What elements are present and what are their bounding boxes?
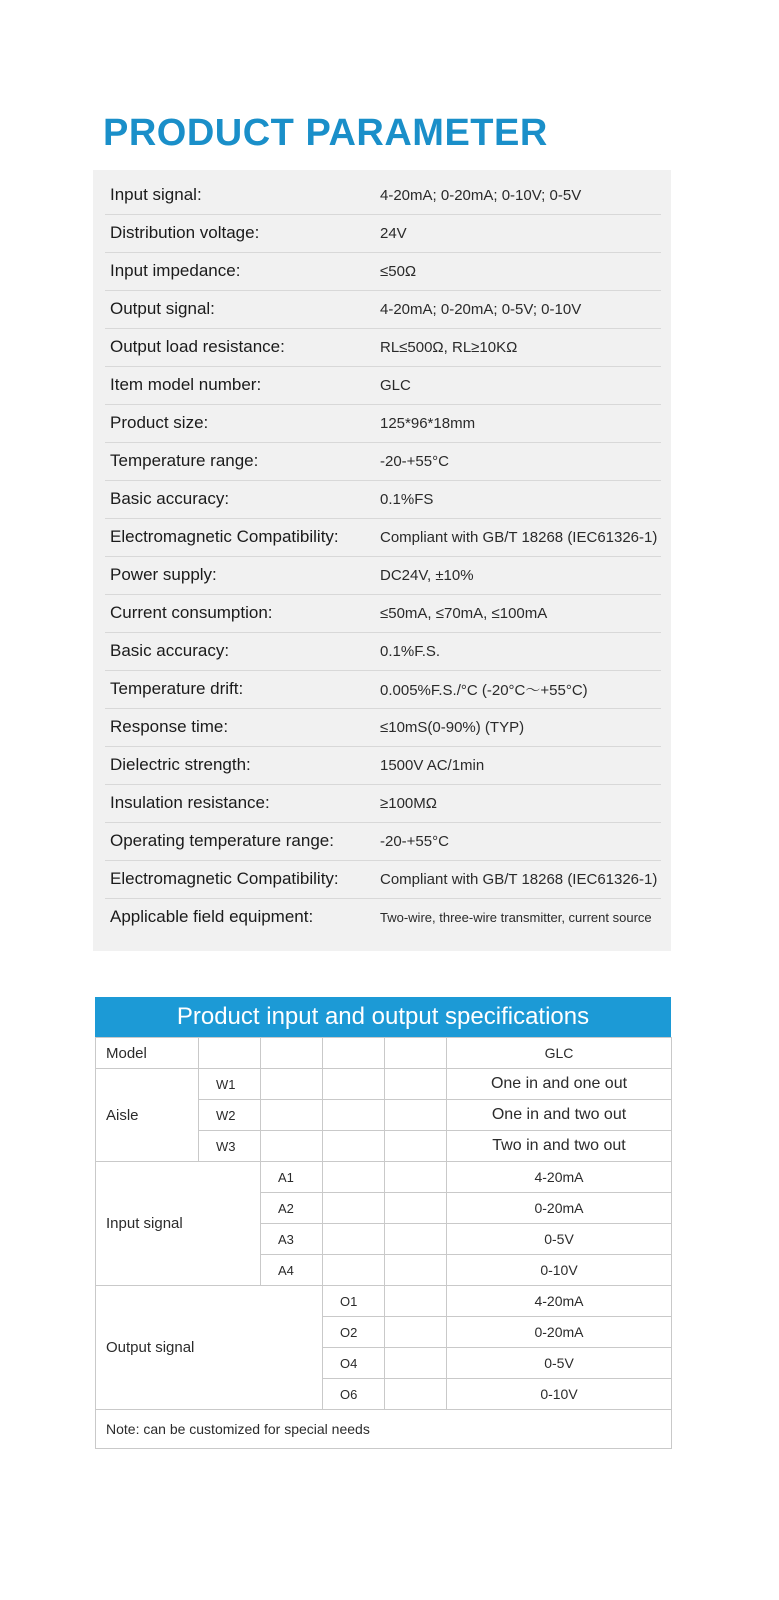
param-label: Item model number: [110, 375, 262, 394]
aisle-value: Two in and two out [447, 1131, 672, 1162]
input-code: A2 [261, 1193, 323, 1224]
param-label: Temperature drift: [110, 679, 244, 698]
spec-table-header: Product input and output specifications [95, 997, 671, 1037]
param-label: Distribution voltage: [110, 223, 260, 242]
input-value: 4-20mA [447, 1162, 672, 1193]
param-row [105, 404, 661, 443]
input-value: 0-20mA [447, 1193, 672, 1224]
param-row [105, 746, 661, 785]
output-value: 0-5V [447, 1348, 672, 1379]
aisle-code: W2 [199, 1100, 261, 1131]
param-row [105, 366, 661, 405]
spec-table-section [95, 997, 671, 1449]
output-code: O2 [323, 1317, 385, 1348]
table-row [96, 1162, 672, 1193]
param-row [105, 328, 661, 367]
param-value: ≤50Ω [380, 262, 417, 280]
param-row [105, 442, 661, 481]
aisle-label: Aisle [96, 1069, 199, 1162]
param-value: ≥100MΩ [380, 794, 437, 812]
param-label: Output signal: [110, 299, 215, 318]
param-row [105, 632, 661, 671]
param-value: Compliant with GB/T 18268 (IEC61326-1) [380, 870, 658, 888]
param-value: Compliant with GB/T 18268 (IEC61326-1) [380, 528, 658, 546]
param-row [105, 594, 661, 633]
param-row [105, 556, 661, 595]
param-label: Electromagnetic Compatibility: [110, 527, 339, 546]
output-value: 0-20mA [447, 1317, 672, 1348]
output-value: 4-20mA [447, 1286, 672, 1317]
spec-table [95, 1037, 672, 1449]
param-value: 0.1%F.S. [380, 642, 441, 660]
param-label: Applicable field equipment: [110, 907, 314, 926]
param-row [105, 822, 661, 861]
param-value: 0.1%FS [380, 490, 434, 508]
param-label: Electromagnetic Compatibility: [110, 869, 339, 888]
param-value: 24V [380, 224, 407, 242]
param-row [105, 480, 661, 519]
param-value: 125*96*18mm [380, 414, 476, 432]
param-row [105, 860, 661, 899]
model-label: Model [96, 1038, 199, 1069]
output-signal-label: Output signal [96, 1286, 323, 1410]
param-label: Current consumption: [110, 603, 273, 622]
input-code: A3 [261, 1224, 323, 1255]
table-row [96, 1286, 672, 1317]
param-value: 0.005%F.S./°C (-20°C～+55°C) [380, 681, 588, 699]
param-value: DC24V, ±10% [380, 566, 474, 584]
param-value: 1500V AC/1min [380, 756, 485, 774]
param-label: Input signal: [110, 185, 202, 204]
param-label: Basic accuracy: [110, 489, 230, 508]
param-row [105, 898, 661, 936]
param-row [105, 290, 661, 329]
input-code: A1 [261, 1162, 323, 1193]
param-value: -20-+55°C [380, 832, 449, 850]
param-label: Temperature range: [110, 451, 259, 470]
param-label: Input impedance: [110, 261, 241, 280]
param-value: Two-wire, three-wire transmitter, current source [380, 909, 652, 925]
output-code: O4 [323, 1348, 385, 1379]
param-label: Operating temperature range: [110, 831, 334, 850]
param-value: GLC [380, 376, 411, 394]
param-value: 4-20mA; 0-20mA; 0-10V; 0-5V [380, 186, 582, 204]
param-value: ≤50mA, ≤70mA, ≤100mA [380, 604, 548, 622]
param-label: Basic accuracy: [110, 641, 230, 660]
param-row [105, 708, 661, 747]
param-label: Power supply: [110, 565, 217, 584]
param-label: Response time: [110, 717, 229, 736]
param-row [105, 784, 661, 823]
aisle-code: W1 [199, 1069, 261, 1100]
input-signal-label: Input signal [96, 1162, 261, 1286]
aisle-value: One in and two out [447, 1100, 672, 1131]
aisle-code: W3 [199, 1131, 261, 1162]
param-row [105, 214, 661, 253]
table-row [96, 1410, 672, 1449]
param-label: Insulation resistance: [110, 793, 270, 812]
output-value: 0-10V [447, 1379, 672, 1410]
note-text: Note: can be customized for special needs [96, 1410, 672, 1449]
param-label: Dielectric strength: [110, 755, 251, 774]
parameter-table [93, 170, 671, 951]
output-code: O6 [323, 1379, 385, 1410]
page-title: PRODUCT PARAMETER [103, 112, 548, 154]
table-row [96, 1069, 672, 1100]
model-value: GLC [447, 1038, 672, 1069]
param-label: Output load resistance: [110, 337, 285, 356]
param-value: -20-+55°C [380, 452, 449, 470]
table-row [96, 1038, 672, 1069]
input-value: 0-5V [447, 1224, 672, 1255]
aisle-value: One in and one out [447, 1069, 672, 1100]
param-row [105, 518, 661, 557]
param-row [105, 670, 661, 709]
param-value: 4-20mA; 0-20mA; 0-5V; 0-10V [380, 300, 582, 318]
param-label: Product size: [110, 413, 209, 432]
param-value: RL≤500Ω, RL≥10KΩ [380, 338, 518, 356]
output-code: O1 [323, 1286, 385, 1317]
param-row [105, 176, 661, 215]
input-value: 0-10V [447, 1255, 672, 1286]
input-code: A4 [261, 1255, 323, 1286]
param-value: ≤10mS(0-90%) (TYP) [380, 718, 525, 736]
param-row [105, 252, 661, 291]
